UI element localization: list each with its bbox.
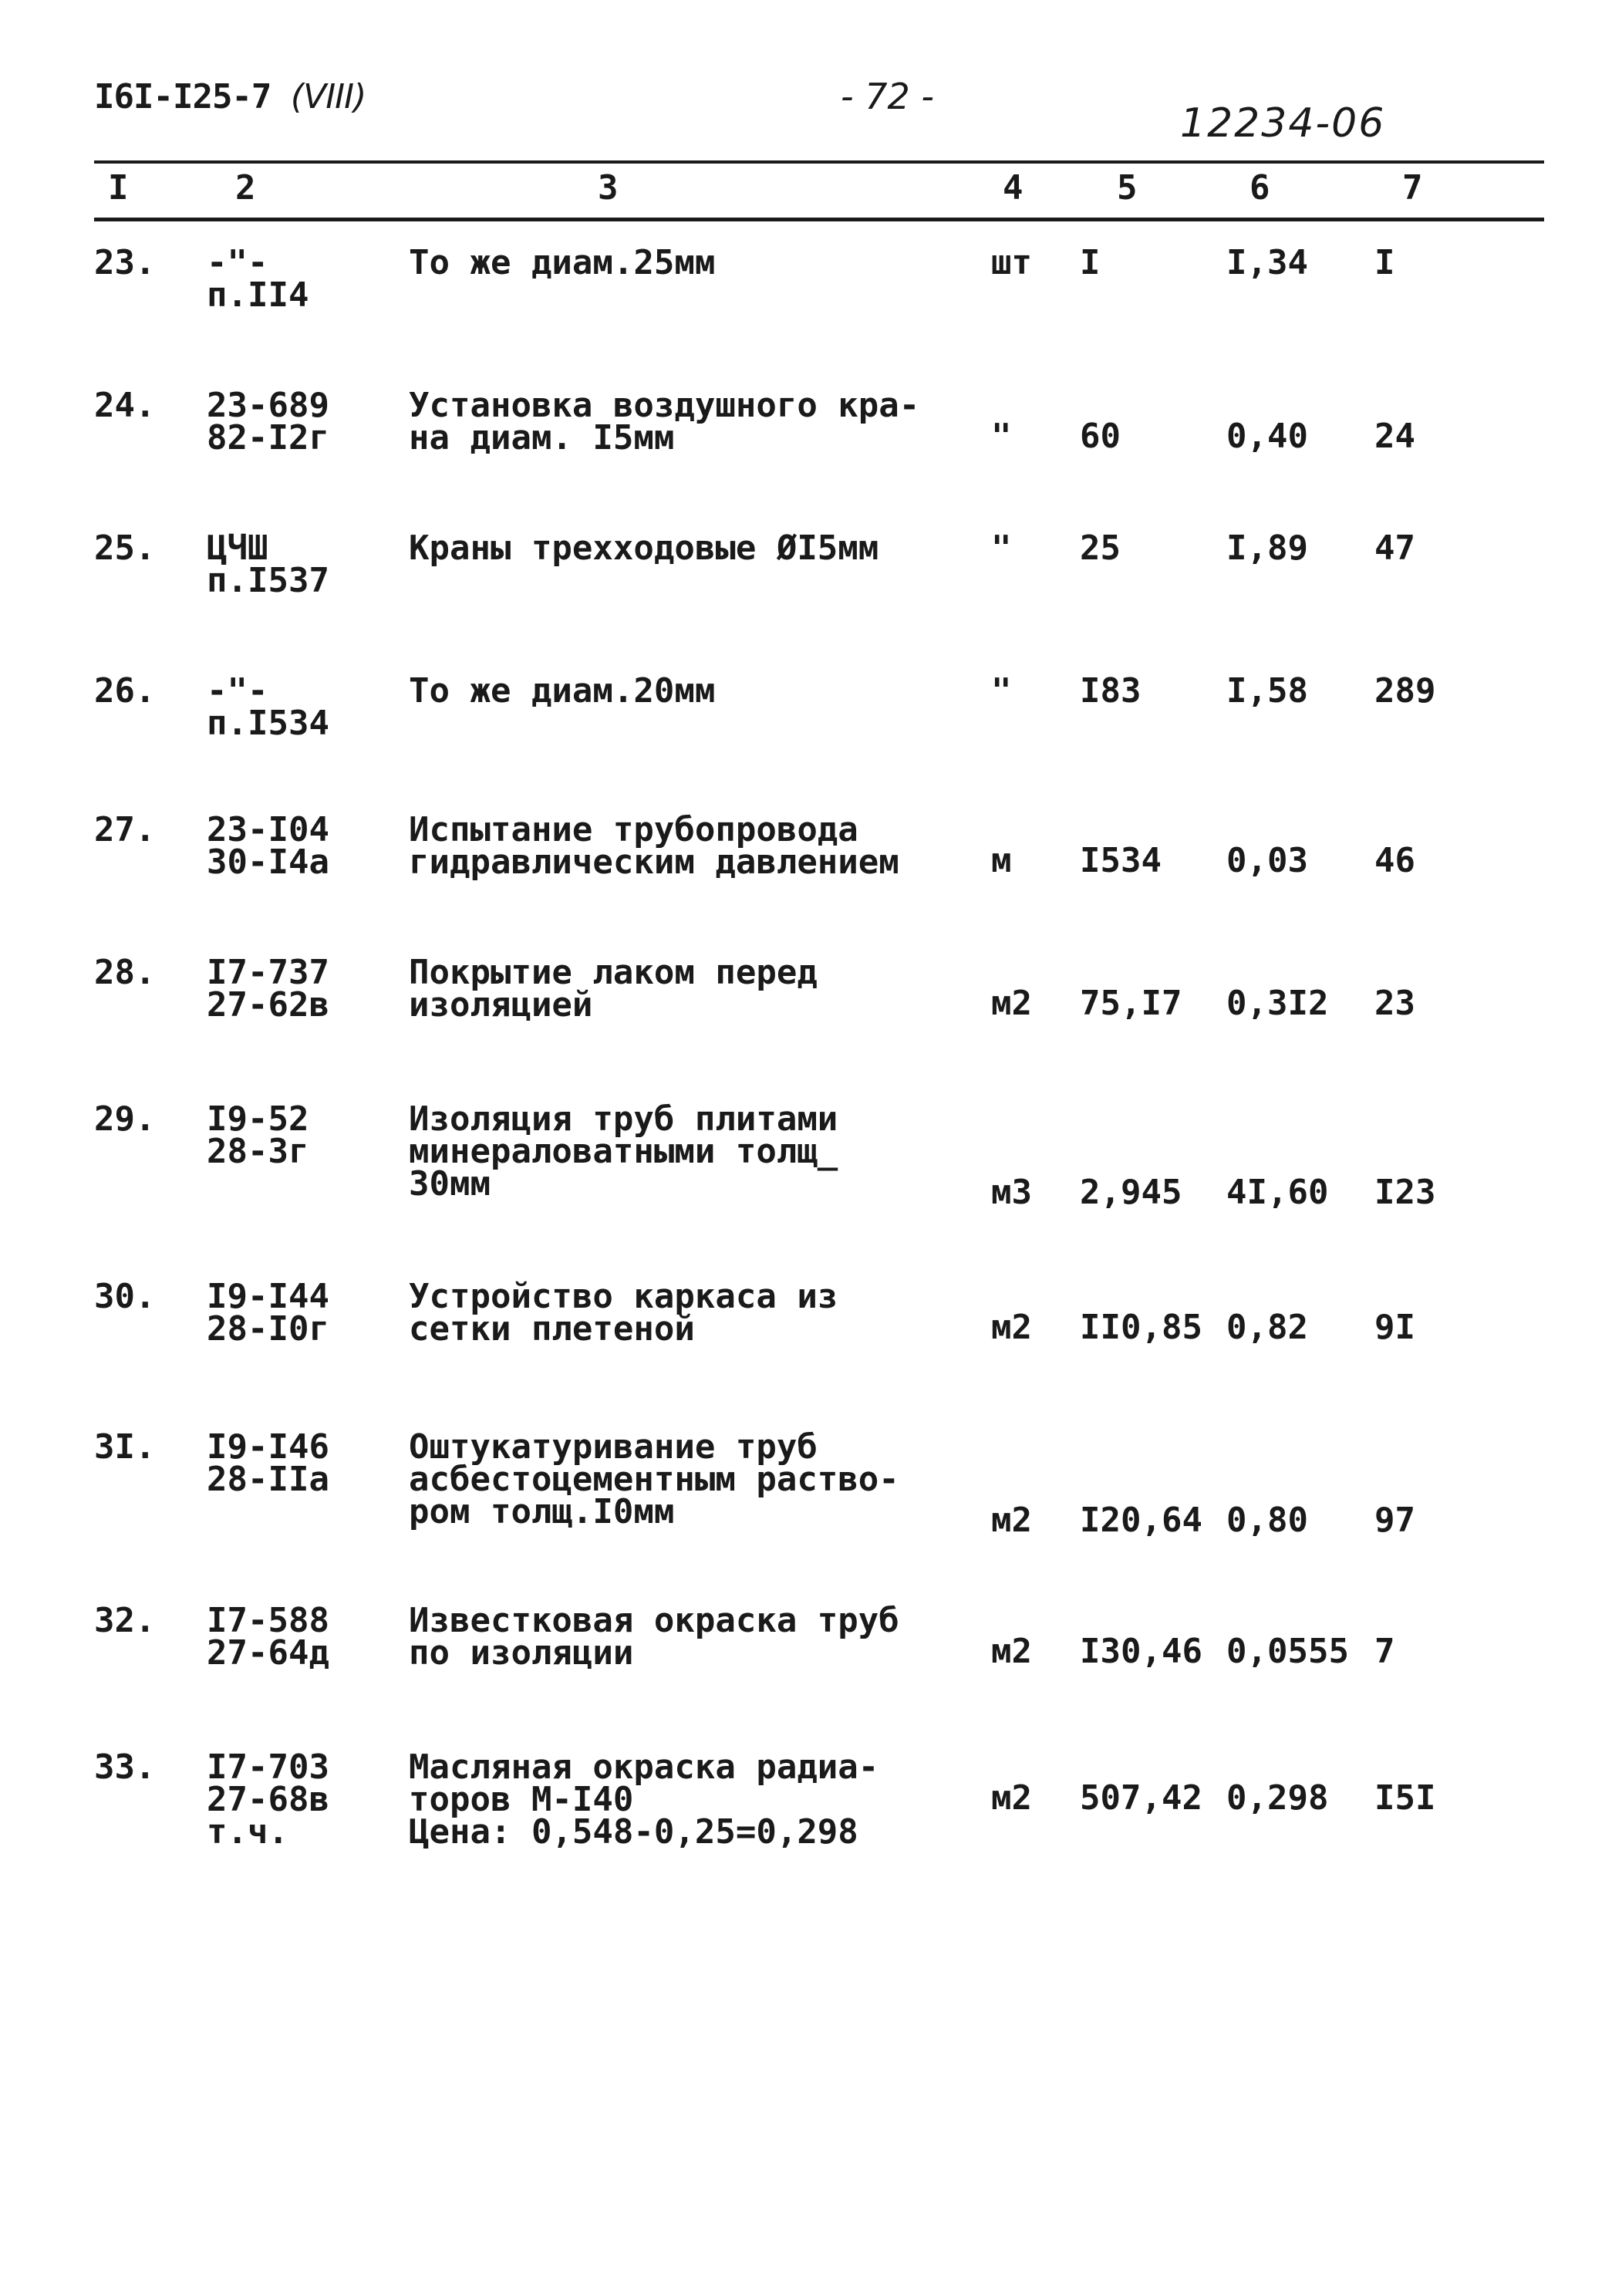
work-description	[409, 810, 899, 882]
norm-code	[207, 1099, 309, 1171]
norm-code-line: 23-I04	[207, 810, 329, 849]
quantity: 75,I7	[1080, 984, 1182, 1023]
unit-price: I,58	[1226, 671, 1308, 711]
row-number: 23.	[94, 243, 156, 282]
header-rule-bottom	[94, 218, 1544, 221]
norm-code-line: т.ч.	[207, 1812, 288, 1852]
work-description-line: Изоляция труб плитами	[409, 1099, 838, 1139]
total-cost: 9I	[1374, 1308, 1415, 1347]
quantity: 60	[1080, 417, 1121, 456]
norm-code-line: 27-68в	[207, 1780, 329, 1819]
quantity: 25	[1080, 528, 1121, 568]
norm-code	[207, 528, 329, 600]
work-description-line: Краны трехходовые ØI5мм	[409, 528, 879, 568]
norm-code	[207, 1427, 329, 1499]
norm-code-line: 27-64д	[207, 1633, 329, 1673]
quantity: I83	[1080, 671, 1142, 711]
work-description	[409, 1099, 838, 1204]
norm-code-line: I7-703	[207, 1747, 329, 1787]
norm-code-line: п.I534	[207, 704, 329, 743]
norm-code-line: -"-	[207, 671, 268, 711]
unit-price: 0,0555	[1226, 1632, 1349, 1671]
work-description-line: Оштукатуривание труб	[409, 1427, 818, 1467]
total-cost: 47	[1374, 528, 1415, 568]
work-description	[409, 243, 716, 282]
work-description-line: торов М-I40	[409, 1780, 634, 1819]
norm-code-line: ЦЧШ	[207, 528, 268, 568]
unit-price: I,34	[1226, 243, 1308, 282]
quantity: I20,64	[1080, 1501, 1202, 1540]
work-description-line: Установка воздушного кра-	[409, 386, 920, 425]
work-description-line: изоляцией	[409, 985, 593, 1025]
column-number: 3	[598, 168, 619, 208]
norm-code-line: I7-737	[207, 953, 329, 992]
unit-price: 0,82	[1226, 1308, 1308, 1347]
work-description-line: на диам. I5мм	[409, 418, 675, 458]
doc-volume: (VIII)	[290, 77, 366, 116]
unit-price: 0,03	[1226, 841, 1308, 880]
norm-code	[207, 671, 329, 743]
row-number: 3I.	[94, 1427, 156, 1467]
quantity: I534	[1080, 841, 1162, 880]
norm-code-line: 23-689	[207, 386, 329, 425]
quantity: II0,85	[1080, 1308, 1202, 1347]
work-description-line: Масляная окраска радиа-	[409, 1747, 879, 1787]
work-description-line: То же диам.20мм	[409, 671, 716, 711]
column-number: 6	[1249, 168, 1270, 208]
total-cost: 289	[1374, 671, 1436, 711]
quantity: 507,42	[1080, 1778, 1202, 1818]
norm-code-line: 82-I2г	[207, 418, 329, 458]
unit: м2	[991, 1501, 1032, 1540]
norm-code-line: 28-3г	[207, 1132, 309, 1171]
row-number: 25.	[94, 528, 156, 568]
unit: м2	[991, 984, 1032, 1023]
row-number: 26.	[94, 671, 156, 711]
total-cost: 97	[1374, 1501, 1415, 1540]
total-cost: I23	[1374, 1173, 1436, 1212]
archive-number: 12234-06	[1180, 100, 1386, 147]
norm-code-line: 27-62в	[207, 985, 329, 1025]
doc-code-text: I6I-I25-7	[94, 77, 271, 116]
unit: "	[991, 671, 1012, 711]
norm-code-line: I9-I46	[207, 1427, 329, 1467]
row-number: 32.	[94, 1601, 156, 1640]
norm-code	[207, 810, 329, 882]
work-description-line: 30мм	[409, 1164, 491, 1204]
row-number: 33.	[94, 1747, 156, 1787]
quantity: I30,46	[1080, 1632, 1202, 1671]
column-number: 4	[1003, 168, 1024, 208]
work-description	[409, 953, 818, 1025]
work-description-line: Покрытие лаком перед	[409, 953, 818, 992]
column-number-row	[0, 168, 1612, 214]
work-description-line: по изоляции	[409, 1633, 634, 1673]
total-cost: 7	[1374, 1632, 1395, 1671]
work-description-line: асбестоцементным раство-	[409, 1460, 899, 1499]
norm-code-line: -"-	[207, 243, 268, 282]
column-number: I	[108, 168, 129, 208]
norm-code-line: 30-I4а	[207, 842, 329, 882]
norm-code-line: I9-52	[207, 1099, 309, 1139]
total-cost: 23	[1374, 984, 1415, 1023]
unit: "	[991, 417, 1012, 456]
norm-code	[207, 386, 329, 458]
work-description-line: Испытание трубопровода	[409, 810, 858, 849]
unit: м3	[991, 1173, 1032, 1212]
work-description	[409, 1747, 879, 1852]
unit-price: 0,298	[1226, 1778, 1329, 1818]
norm-code-line: I7-588	[207, 1601, 329, 1640]
work-description	[409, 528, 879, 568]
column-number: 5	[1117, 168, 1138, 208]
work-description-line: сетки плетеной	[409, 1309, 695, 1349]
total-cost: I	[1374, 243, 1395, 282]
quantity: 2,945	[1080, 1173, 1182, 1212]
work-description-line: То же диам.25мм	[409, 243, 716, 282]
unit: м2	[991, 1308, 1032, 1347]
row-number: 29.	[94, 1099, 156, 1139]
work-description-line: Известковая окраска труб	[409, 1601, 899, 1640]
unit-price: 4I,60	[1226, 1173, 1329, 1212]
total-cost: 24	[1374, 417, 1415, 456]
header-rule-top	[94, 160, 1544, 164]
column-number: 2	[235, 168, 256, 208]
column-number: 7	[1402, 168, 1423, 208]
norm-code	[207, 1601, 329, 1673]
norm-code	[207, 953, 329, 1025]
work-description-line: ром толщ.I0мм	[409, 1492, 675, 1531]
unit: м2	[991, 1778, 1032, 1818]
work-description	[409, 1427, 899, 1531]
unit: м	[991, 841, 1012, 880]
unit-price: 0,40	[1226, 417, 1308, 456]
row-number: 27.	[94, 810, 156, 849]
page-number: - 72 -	[841, 76, 934, 117]
document-code	[94, 77, 366, 116]
norm-code-line: 28-I0г	[207, 1309, 329, 1349]
norm-code	[207, 1277, 329, 1349]
row-number: 28.	[94, 953, 156, 992]
work-description-line: гидравлическим давлением	[409, 842, 899, 882]
norm-code-line: п.I537	[207, 561, 329, 600]
norm-code-line: 28-IIа	[207, 1460, 329, 1499]
unit: м2	[991, 1632, 1032, 1671]
work-description	[409, 386, 920, 458]
row-number: 30.	[94, 1277, 156, 1316]
unit-price: 0,80	[1226, 1501, 1308, 1540]
work-description	[409, 671, 716, 711]
total-cost: 46	[1374, 841, 1415, 880]
norm-code	[207, 243, 309, 315]
unit-price: I,89	[1226, 528, 1308, 568]
norm-code-line: п.II4	[207, 275, 309, 315]
work-description-line: Цена: 0,548-0,25=0,298	[409, 1812, 858, 1852]
quantity: I	[1080, 243, 1101, 282]
work-description	[409, 1601, 899, 1673]
work-description	[409, 1277, 838, 1349]
total-cost: I5I	[1374, 1778, 1436, 1818]
norm-code-line: I9-I44	[207, 1277, 329, 1316]
unit-price: 0,3I2	[1226, 984, 1329, 1023]
unit: шт	[991, 243, 1032, 282]
work-description-line: минераловатными толщ_	[409, 1132, 838, 1171]
norm-code	[207, 1747, 329, 1852]
row-number: 24.	[94, 386, 156, 425]
unit: "	[991, 528, 1012, 568]
work-description-line: Устройство каркаса из	[409, 1277, 838, 1316]
